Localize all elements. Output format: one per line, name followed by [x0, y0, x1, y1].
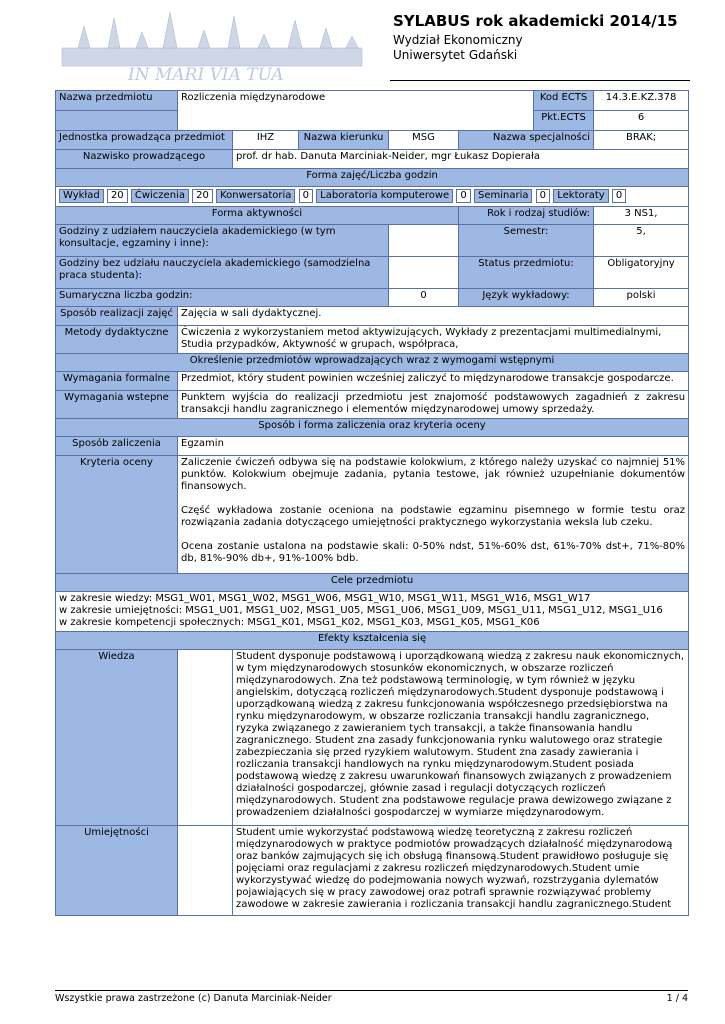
year-label: Rok i rodzaj studiów:	[459, 207, 594, 225]
goals-header: Cele przedmiotu	[56, 574, 689, 592]
course-name-label: Nazwa przedmiotu	[56, 91, 178, 111]
status-label: Status przedmiotu:	[459, 257, 594, 289]
initial-req-label: Wymagania wstepne	[56, 391, 178, 419]
page-header	[0, 0, 725, 86]
language-value: polski	[594, 289, 689, 307]
assessment-mode-label: Sposób zaliczenia	[56, 437, 178, 456]
university-logo	[58, 8, 378, 84]
contact-hours-label: Godziny z udziałem nauczyciela akademickiego (w tym konsultacje, egzaminy i inne):	[56, 225, 389, 257]
skills-value: Student umie wykorzystać podstawową wiedzę teoretyczną z zakresu rozliczeń międzynarodowych w praktyce podmiotów prowadzących działalność międzynarodową oraz banków zajmujących się ich obsługą finansową.Student prawidłowo posługuje się pojęciami oraz regulacjami z zakresu rozliczeń międzynarodowych.Student umie wykorzystywać wiedzę do podejmowania nowych wyzwań, rozstrzygania dylematów pojawiających się w pracy zawodowej oraz potrafi sprawnie rozwiązywać problemy zawodowe w zakresie zawierania i rozliczania transakcji handlu zagranicznego.Student	[233, 826, 689, 916]
logo-motto: IN MARI VIA TUA	[128, 65, 284, 84]
assessment-mode-value: Egzamin	[178, 437, 689, 456]
kierunek-value: MSG	[389, 131, 459, 150]
semester-label: Semestr:	[459, 225, 594, 257]
teachers-value: prof. dr hab. Danuta Marciniak-Neider, mgr Łukasz Dopierała	[233, 150, 689, 169]
forms-header: Forma zajęć/Liczba godzin	[56, 169, 689, 187]
forms-row	[56, 187, 689, 207]
total-hours-label: Sumaryczna liczba godzin:	[56, 289, 389, 307]
form-value: 0	[612, 189, 626, 203]
contact-hours-value	[389, 225, 459, 257]
university-name: Uniwersytet Gdański	[393, 48, 518, 62]
syllabus-title: SYLABUS rok akademicki 2014/15	[393, 12, 678, 30]
assessment-header: Sposób i forma zaliczenia oraz kryteria oceny	[56, 419, 689, 437]
ects-points-label: Pkt.ECTS	[534, 111, 594, 131]
semester-value: 5,	[594, 225, 689, 257]
criteria-value	[178, 456, 689, 574]
knowledge-cell	[233, 650, 689, 826]
form-value: 0	[456, 189, 470, 203]
skills-label: Umiejętności	[56, 826, 178, 916]
form-label: Wykład	[59, 189, 104, 203]
self-hours-value	[389, 257, 459, 289]
page-footer	[55, 990, 688, 1004]
criteria-label: Kryteria oceny	[56, 456, 178, 574]
criteria-paragraph: Zaliczenie ćwiczeń odbywa się na podstawie kolokwium, z którego należy uzyskać co najmniej 51% punktów. Kolokwium obejmuje zadania, pytania testowe, jak również uzupełnianie dokumentów finansowych.	[181, 457, 686, 492]
kierunek-label: Nazwa kierunku	[299, 131, 389, 150]
didactic-label: Metody dydaktyczne	[56, 326, 178, 354]
outcomes-header: Efekty kształcenia się	[56, 632, 689, 650]
prereq-header: Określenie przedmiotów wprowadzających wraz z wymogami wstępnymi	[56, 354, 689, 372]
didactic-value: Ćwiczenia z wykorzystaniem metod aktywizujących, Wykłady z prezentacjami multimedialnymi, Studia przypadków, Aktywność w grupach, współpraca,	[178, 326, 689, 354]
form-value: 20	[107, 189, 128, 203]
faculty-name: Wydział Ekonomiczny	[393, 33, 523, 47]
knowledge-spacer	[178, 650, 233, 826]
form-value: 0	[299, 189, 313, 203]
form-label: Konwersatoria	[216, 189, 295, 203]
activity-header: Forma aktywności	[56, 207, 459, 225]
form-label: Lektoraty	[553, 189, 608, 203]
goals-line: w zakresie umiejętności: MSG1_U01, MSG1_U02, MSG1_U05, MSG1_U06, MSG1_U09, MSG1_U11, MSG1_U12, MSG1_U16	[59, 605, 663, 616]
initial-req-value: Punktem wyjścia do realizacji przedmiotu jest znajomość podstawowych zagadnień z zakresu transakcji handlu zagranicznego i elementów międzynarodowej umowy sprzedaży.	[178, 391, 689, 419]
form-label: Ćwiczenia	[131, 189, 189, 203]
goals-line: w zakresie kompetencji społecznych: MSG1_K01, MSG1_K02, MSG1_K03, MSG1_K05, MSG1_K06	[59, 617, 540, 628]
ects-code-value: 14.3.E.KZ.378	[594, 91, 689, 111]
header-divider	[390, 80, 690, 81]
language-label: Język wykładowy:	[459, 289, 594, 307]
knowledge-value: Student dysponuje podstawową i uporządkowaną wiedzą z zakresu nauk ekonomicznych, w tym międzynarodowych stosunków ekonomicznych, w obszarze rozliczeń międzynarodowych. Zna też podstawową terminologię, w tym również w języku angielskim, dotyczącą rozliczeń międzynarodowych.Student dysponuje podstawową i uporządkowaną wiedzą z zakresu funkcjonowania współczesnego przedsiębiorstwa na rynku międzynarodowym, w obszarze rozliczania transakcji handlu zagranicznego, ryzyka związanego z zawieraniem tych transakcji, a także finansowania handlu zagranicznego. Student zna zasady funkcjonowania rynku walutowego oraz strategie zabezpieczania się przed ryzykiem walutowym. Student zna zasady zawierania i rozliczania transakcji handlowych na rynku międzynarodowym.Student posiada podstawową wiedzę z zakresu uwarunkowań finansowych związanych z prowadzeniem działalności gospodarczej, głównie zasad i regulacji dotyczących rozliczeń międzynarodowych. Student zna podstawowe regulacje prawa dewizowego związane z prowadzeniem działalności gospodarczej w wymiarze międzynarodowym.	[236, 651, 685, 818]
formal-req-label: Wymagania formalne	[56, 372, 178, 391]
form-value: 0	[536, 189, 550, 203]
copyright-text: Wszystkie prawa zastrzeżone (c) Danuta Marciniak-Neider	[55, 993, 332, 1004]
knowledge-label: Wiedza	[56, 650, 178, 826]
goals-line: w zakresie wiedzy: MSG1_W01, MSG1_W02, MSG1_W06, MSG1_W10, MSG1_W11, MSG1_W16, MSG1_W17	[59, 593, 591, 604]
goals-value	[56, 592, 689, 632]
ects-points-value: 6	[594, 111, 689, 131]
form-value: 20	[192, 189, 213, 203]
year-value: 3 NS1,	[594, 207, 689, 225]
page-number: 1 / 4	[666, 993, 688, 1004]
form-label: Laboratoria komputerowe	[316, 189, 453, 203]
syllabus-table	[55, 90, 689, 916]
realization-value: Zajęcia w sali dydaktycznej.	[178, 307, 689, 326]
realization-label: Sposób realizacji zajęć	[56, 307, 178, 326]
ects-code-label: Kod ECTS	[534, 91, 594, 111]
criteria-paragraph: Ocena zostanie ustalona na podstawie skali: 0-50% ndst, 51%-60% dst, 61%-70% dst+, 71%-80% db, 81%-90% db+, 91%-100% bdb.	[181, 541, 686, 564]
self-hours-label: Godziny bez udziału nauczyciela akademickiego (samodzielna praca studenta):	[56, 257, 389, 289]
criteria-paragraph: Część wykładowa zostanie oceniona na podstawie egzaminu pisemnego w formie testu oraz rozwiązania zadania dotyczącego umiejętności praktycznego wykorzystania weksla lub czeku.	[181, 505, 686, 528]
unit-label: Jednostka prowadząca przedmiot	[56, 131, 233, 150]
status-value: Obligatoryjny	[594, 257, 689, 289]
specialty-value: BRAK;	[594, 131, 689, 150]
total-hours-value: 0	[389, 289, 459, 307]
unit-value: IHZ	[233, 131, 299, 150]
formal-req-value: Przedmiot, który student powinien wcześniej zaliczyć to międzynarodowe transakcje gospodarcze.	[178, 372, 689, 391]
course-name-value: Rozliczenia międzynarodowe	[178, 91, 534, 131]
skills-spacer	[178, 826, 233, 916]
form-label: Seminaria	[474, 189, 533, 203]
teachers-label: Nazwisko prowadzącego	[56, 150, 233, 169]
specialty-label: Nazwa specjalności	[459, 131, 594, 150]
